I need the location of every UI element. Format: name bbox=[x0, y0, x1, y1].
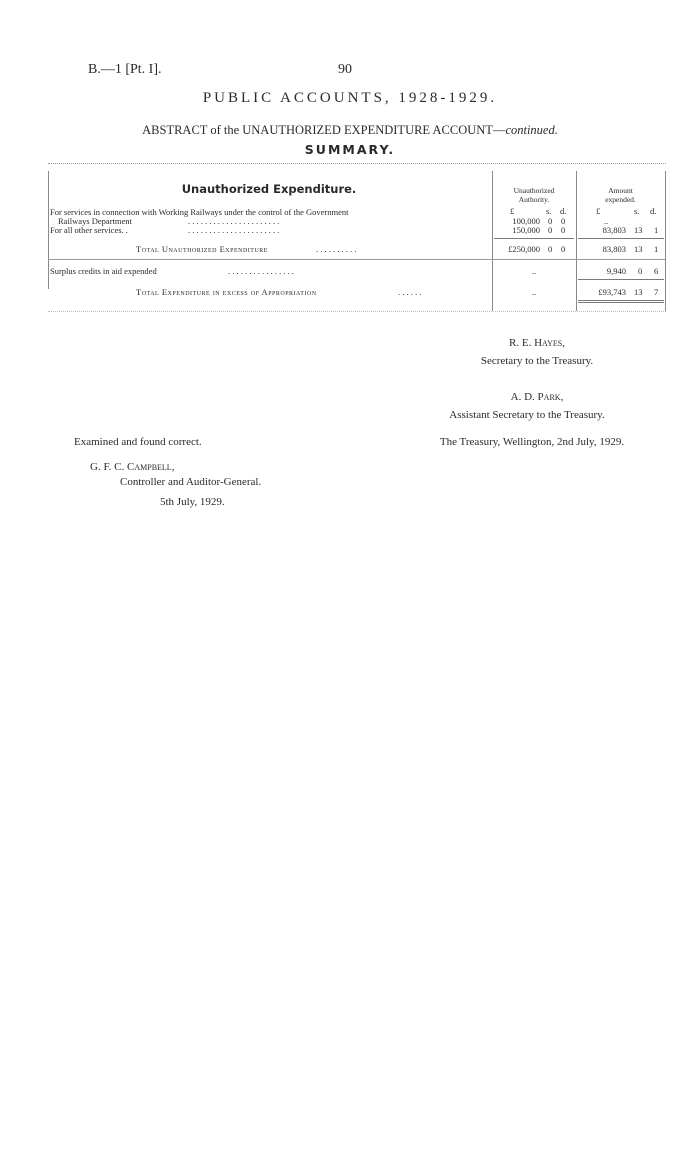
authority-header-line2: Authority. bbox=[518, 195, 550, 204]
page-number: 90 bbox=[338, 62, 352, 77]
row2-expended-pence: 1 bbox=[654, 225, 659, 235]
row1-authority-pence: 0 bbox=[561, 216, 566, 226]
total-rule bbox=[48, 259, 665, 260]
campbell-signature: G. F. C. Campbell, bbox=[90, 461, 175, 473]
surplus-expended: 9,940 bbox=[606, 266, 626, 276]
surplus-leaders: . . . . . . . . . . . . . . . . bbox=[228, 266, 294, 276]
total-unauthorized-expended-shillings: 13 bbox=[634, 244, 643, 254]
campbell-date: 5th July, 1929. bbox=[160, 496, 225, 508]
row2-expended-shillings: 13 bbox=[634, 225, 643, 235]
authority-shilling-unit: s. bbox=[546, 206, 552, 216]
surplus-expended-pence: 6 bbox=[654, 266, 659, 276]
expended-column-header bbox=[576, 186, 665, 204]
table-right-rule bbox=[665, 171, 666, 311]
row1-authority-pounds: 100,000 bbox=[512, 216, 540, 226]
total-unauthorized-expended-pence: 1 bbox=[654, 244, 659, 254]
authority-pound-unit: £ bbox=[510, 206, 515, 216]
row2-leaders: . . . . . . . . . . . . . . . . . . . . . . bbox=[188, 225, 280, 235]
campbell-title: Controller and Auditor-General. bbox=[120, 476, 262, 488]
total-excess-authority: .. bbox=[532, 287, 537, 297]
expended-subtotal-rule bbox=[578, 238, 664, 239]
treasury-date: The Treasury, Wellington, 2nd July, 1929. bbox=[439, 436, 625, 448]
surplus-label: Surplus credits in aid expended bbox=[50, 266, 157, 276]
summary-table bbox=[48, 163, 666, 313]
surplus-authority: .. bbox=[532, 266, 537, 276]
row1-expended-pounds: .. bbox=[604, 216, 609, 226]
total-excess-expended-shillings: 13 bbox=[634, 287, 643, 297]
row2-authority-pence: 0 bbox=[561, 225, 566, 235]
total-unauthorized-authority-shillings: 0 bbox=[548, 244, 553, 254]
row1-label-line2: Railways Department bbox=[58, 216, 132, 226]
row2-authority-shillings: 0 bbox=[548, 225, 553, 235]
total-unauthorized-leaders: . . . . . . . . . . bbox=[316, 244, 357, 254]
hayes-title: Secretary to the Treasury. bbox=[480, 355, 594, 367]
total-unauthorized-authority: £250,000 bbox=[508, 244, 540, 254]
abstract-subtitle bbox=[0, 123, 700, 138]
total-excess-expended: £93,743 bbox=[598, 287, 626, 297]
table-heading: Unauthorized Expenditure. bbox=[181, 182, 357, 196]
subtitle-main: ABSTRACT of the UNAUTHORIZED EXPENDITURE ACCOUNT— bbox=[142, 123, 506, 137]
expended-header-line2: expended. bbox=[605, 195, 636, 204]
total-excess-leaders: . . . . . . bbox=[398, 287, 422, 297]
document-reference: B.—1 [Pt. I]. bbox=[88, 62, 162, 77]
expended-double-rule-1 bbox=[578, 300, 664, 301]
total-unauthorized-expended: 83,803 bbox=[602, 244, 626, 254]
expended-pence-unit: d. bbox=[650, 206, 657, 216]
total-excess-label: Total Expenditure in excess of Appropriation bbox=[136, 287, 317, 297]
park-title: Assistant Secretary to the Treasury. bbox=[449, 409, 605, 421]
surplus-expended-shillings: 0 bbox=[638, 266, 643, 276]
row2-label: For all other services. . bbox=[50, 225, 128, 235]
authority-pence-unit: d. bbox=[560, 206, 567, 216]
page-title: PUBLIC ACCOUNTS, 1928-1929. bbox=[202, 90, 498, 106]
row1-leaders: . . . . . . . . . . . . . . . . . . . . . . bbox=[188, 216, 280, 226]
expended-double-rule-2 bbox=[578, 302, 664, 303]
row1-authority-shillings: 0 bbox=[548, 216, 553, 226]
expended-header-line1: Amount bbox=[608, 186, 633, 195]
authority-subtotal-rule bbox=[494, 238, 574, 239]
park-signature: A. D. Park, bbox=[510, 391, 564, 403]
total-excess-expended-pence: 7 bbox=[654, 287, 659, 297]
total-unauthorized-label: Total Unauthorized Expenditure bbox=[136, 244, 268, 254]
table-bottom-rule bbox=[48, 311, 666, 312]
row2-authority-pounds: 150,000 bbox=[512, 225, 540, 235]
section-heading: SUMMARY. bbox=[304, 142, 396, 157]
table-top-rule bbox=[48, 163, 666, 164]
examined-statement: Examined and found correct. bbox=[74, 436, 202, 448]
subtitle-continued: continued. bbox=[505, 123, 558, 137]
authority-header-line1: Unauthorized bbox=[513, 186, 555, 195]
hayes-signature: R. E. Hayes, bbox=[509, 337, 565, 349]
total-unauthorized-authority-pence: 0 bbox=[561, 244, 566, 254]
expended-pound-unit: £ bbox=[596, 206, 601, 216]
expended-shilling-unit: s. bbox=[634, 206, 640, 216]
expended-final-rule bbox=[578, 279, 664, 280]
authority-column-header bbox=[492, 186, 576, 204]
row2-expended-pounds: 83,803 bbox=[602, 225, 626, 235]
row1-label-line1: For services in connection with Working Railways under the control of the Government bbox=[50, 207, 349, 217]
